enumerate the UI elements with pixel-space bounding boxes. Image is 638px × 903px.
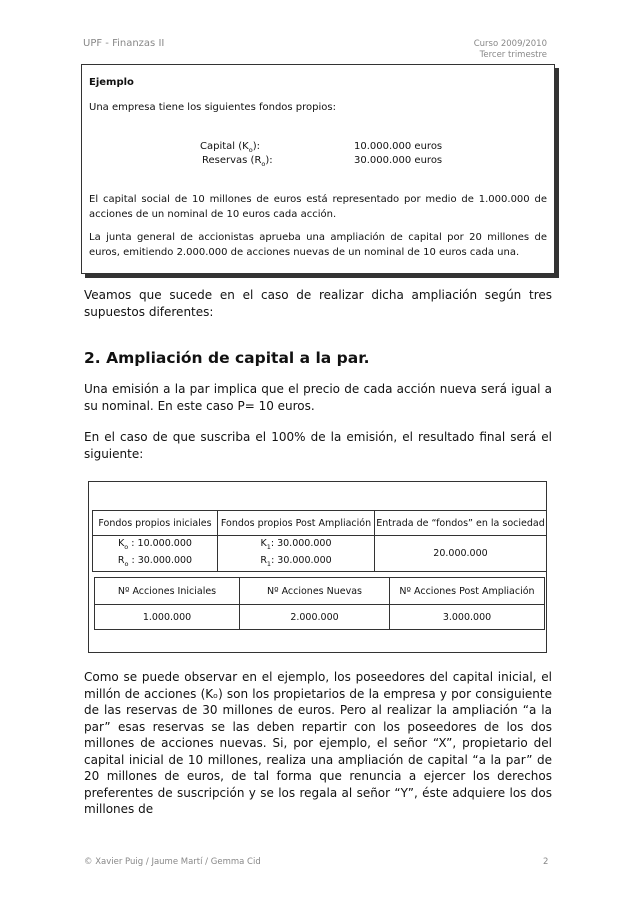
page-number: 2 bbox=[543, 857, 549, 867]
header-acciones-nuevas: Nº Acciones Nuevas bbox=[240, 578, 390, 605]
fondos-post-cell bbox=[218, 536, 375, 572]
paragraph-caso: En el caso de que suscriba el 100% de la emisión, el resultado final será el siguiente: bbox=[84, 430, 552, 461]
fondos-post-r: $R_1$: 30.000.000 bbox=[260, 554, 332, 568]
example-box bbox=[81, 64, 555, 274]
capital-label: Capital $(K_o)$: bbox=[200, 141, 260, 154]
entrada-fondos-value: 20.000.000 bbox=[375, 536, 547, 572]
acciones-table bbox=[94, 577, 545, 630]
reservas-label: Reservas $(R_o)$: bbox=[202, 155, 273, 168]
capital-value: 10.000.000 euros bbox=[354, 141, 443, 152]
fondos-iniciales-cell bbox=[93, 536, 218, 572]
acciones-nuevas-value: 2.000.000 bbox=[240, 605, 390, 630]
paragraph-emision: Una emisión a la par implica que el precio de cada acción nueva será igual a su nominal. En este caso P= 10 euros. bbox=[84, 382, 552, 413]
acciones-iniciales-value: 1.000.000 bbox=[95, 605, 240, 630]
reservas-value: 30.000.000 euros bbox=[354, 155, 443, 166]
header-fondos-iniciales: Fondos propios iniciales bbox=[93, 511, 218, 536]
header-trimester: Tercer trimestre bbox=[479, 50, 547, 60]
section-title: 2. Ampliación de capital a la par. bbox=[84, 349, 370, 367]
acciones-post-value: 3.000.000 bbox=[390, 605, 545, 630]
example-intro: Una empresa tiene los siguientes fondos propios: bbox=[89, 102, 336, 113]
example-title: Ejemplo bbox=[89, 77, 134, 88]
header-entrada-fondos: Entrada de “fondos” en la sociedad bbox=[375, 511, 547, 536]
example-paragraph-capital: El capital social de 10 millones de euros está representado por medio de 1.000.000 de acciones de un nominal de 10 euros cada acción. bbox=[89, 194, 547, 220]
header-acciones-iniciales: Nº Acciones Iniciales bbox=[95, 578, 240, 605]
header-fondos-post: Fondos propios Post Ampliación bbox=[218, 511, 375, 536]
results-frame bbox=[88, 481, 547, 653]
example-paragraph-junta: La junta general de accionistas aprueba una ampliación de capital por 20 millones de euros, emitiendo 2.000.000 de acciones nuevas de un nominal de 10 euros cada una. bbox=[89, 232, 547, 258]
header-year: Curso 2009/2010 bbox=[473, 39, 547, 49]
fondos-iniciales-r: $R_o$ : 30.000.000 bbox=[117, 554, 193, 568]
fondos-post-k: $K_1$: 30.000.000 bbox=[260, 537, 332, 551]
paragraph-supuestos: Veamos que sucede en el caso de realizar dicha ampliación según tres supuestos diferentes: bbox=[84, 288, 552, 319]
paragraph-conclusion: Como se puede observar en el ejemplo, los poseedores del capital inicial, el millón de acciones (Kₒ) son los propietarios de la empresa y por consiguiente de las reservas de 30 millones de euros. Pero al realizar la ampliación “a la par” esas reservas se las deben repartir con los poseedores de los dos millones de acciones nuevas. Si, por ejemplo, el señor “X”, propietario del capital inicial de 10 millones, realiza una ampliación de capital “a la par” de 20 millones de euros, de tal forma que renuncia a ejercer los derechos preferentes de suscripción y se los regala al señor “Y”, éste adquiere los dos millones de bbox=[84, 670, 552, 816]
fondos-iniciales-k: $K_o$ : 10.000.000 bbox=[118, 537, 192, 551]
fondos-table bbox=[92, 510, 547, 572]
footer-authors: © Xavier Puig / Jaume Martí / Gemma Cid bbox=[84, 857, 261, 867]
header-acciones-post: Nº Acciones Post Ampliación bbox=[390, 578, 545, 605]
header-course-name: UPF - Finanzas II bbox=[83, 38, 165, 49]
header-term bbox=[474, 39, 547, 61]
